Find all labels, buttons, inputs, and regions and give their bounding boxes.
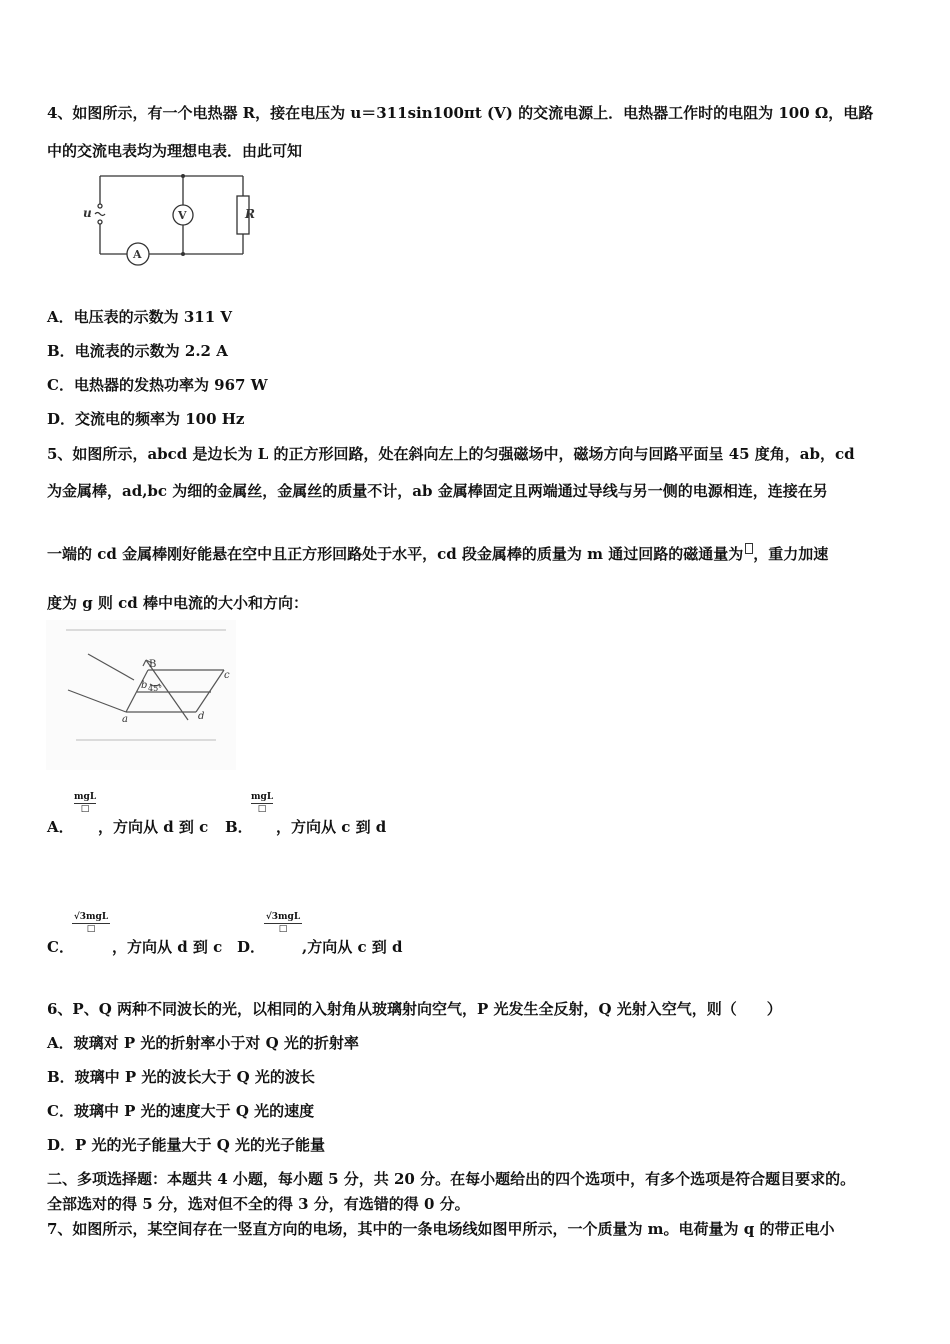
q6-option-a: A．玻璃对 P 光的折射率小于对 Q 光的折射率	[47, 1034, 359, 1052]
q5-stem-line3-text: 一端的 cd 金属棒刚好能悬在空中且正方形回路处于水平，cd 段金属棒的质量为 m 通过回路的磁通量为	[47, 545, 744, 563]
q5-option-a-fraction	[74, 792, 96, 815]
q5-option-c-fraction	[72, 912, 110, 935]
q4-fig-label-r: R	[245, 207, 255, 221]
section2-heading-line1: 二、多项选择题：本题共 4 小题，每小题 5 分，共 20 分。在每小题给出的四个选项中，有多个选项是符合题目要求的。	[47, 1170, 856, 1188]
q5-figure	[46, 620, 236, 770]
q4-fig-label-u: u	[83, 206, 92, 220]
q5-option-b-numerator: mgL	[251, 792, 274, 802]
q4-stem-line2: 中的交流电表均为理想电表．由此可知	[47, 142, 303, 160]
q5-option-a-label: A．	[47, 818, 74, 836]
q5-option-c-numerator: √3mgL	[73, 912, 109, 922]
flux-symbol-placeholder: □	[251, 803, 273, 815]
q4-fig-label-v: V	[178, 209, 187, 222]
q5-option-a-text: ，方向从 d 到 c	[98, 818, 209, 836]
q5-stem-line3	[47, 543, 828, 564]
q5-option-c-text: ，方向从 d 到 c	[112, 938, 223, 956]
q5-fig-label-d: d	[198, 711, 205, 722]
section2-heading-line2: 全部选对的得 5 分，选对但不全的得 3 分，有选错的得 0 分。	[47, 1195, 470, 1213]
q5-option-b-text: ，方向从 c 到 d	[276, 818, 387, 836]
q5-option-d-numerator: √3mgL	[265, 912, 301, 922]
flux-symbol-placeholder: □	[74, 803, 96, 815]
q6-option-b: B．玻璃中 P 光的波长大于 Q 光的波长	[47, 1068, 315, 1086]
q5-fig-label-b-field: B	[149, 659, 157, 670]
q4-fig-label-a: A	[133, 248, 142, 261]
q4-circuit-diagram	[78, 168, 258, 273]
q5-option-a-numerator: mgL	[74, 792, 97, 802]
q4-stem-line1: 4、如图所示，有一个电热器 R，接在电压为 u＝311sin100πt (V) 的交流电源上．电热器工作时的电阻为 100 Ω，电路	[47, 104, 874, 122]
q5-stem-line3-tail: ，重力加速	[753, 545, 829, 563]
q5-fig-label-a: a	[122, 714, 128, 725]
q5-option-d-text: ,方向从 c 到 d	[302, 938, 403, 956]
q5-option-d-label: D．	[237, 938, 266, 956]
q5-fig-label-c: c	[224, 670, 230, 681]
q5-stem-line4: 度为 g 则 cd 棒中电流的大小和方向：	[47, 594, 309, 612]
q5-option-d-fraction	[264, 912, 302, 935]
flux-symbol-placeholder: □	[72, 923, 110, 935]
q4-option-a: A．电压表的示数为 311 V	[47, 308, 233, 326]
flux-symbol-placeholder: □	[264, 923, 302, 935]
q6-stem: 6、P、Q 两种不同波长的光，以相同的入射角从玻璃射向空气，P 光发生全反射，Q 光射入空气，则（ ）	[47, 1000, 782, 1018]
q6-option-d: D．P 光的光子能量大于 Q 光的光子能量	[47, 1136, 326, 1154]
q4-option-b: B．电流表的示数为 2.2 A	[47, 342, 228, 360]
q5-stem-line2: 为金属棒，ad,bc 为细的金属丝，金属丝的质量不计，ab 金属棒固定且两端通过导线与另一侧的电源相连，连接在另	[47, 482, 828, 500]
q5-fig-label-angle: 45°	[148, 684, 163, 693]
q5-option-b-fraction	[251, 792, 273, 815]
q5-stem-line1: 5、如图所示，abcd 是边长为 L 的正方形回路，处在斜向左上的匀强磁场中，磁场方向与回路平面呈 45 度角，ab，cd	[47, 445, 855, 463]
q4-option-c: C．电热器的发热功率为 967 W	[47, 376, 268, 394]
q4-option-d: D．交流电的频率为 100 Hz	[47, 410, 245, 428]
q5-option-b-label: B．	[225, 818, 253, 836]
q5-fig-label-b: b	[141, 680, 148, 691]
q7-stem-line1: 7、如图所示，某空间存在一竖直方向的电场，其中的一条电场线如图甲所示，一个质量为 m。电荷量为 q 的带正电小	[47, 1220, 835, 1238]
q6-option-c: C．玻璃中 P 光的速度大于 Q 光的速度	[47, 1102, 315, 1120]
q5-option-c-label: C．	[47, 938, 74, 956]
